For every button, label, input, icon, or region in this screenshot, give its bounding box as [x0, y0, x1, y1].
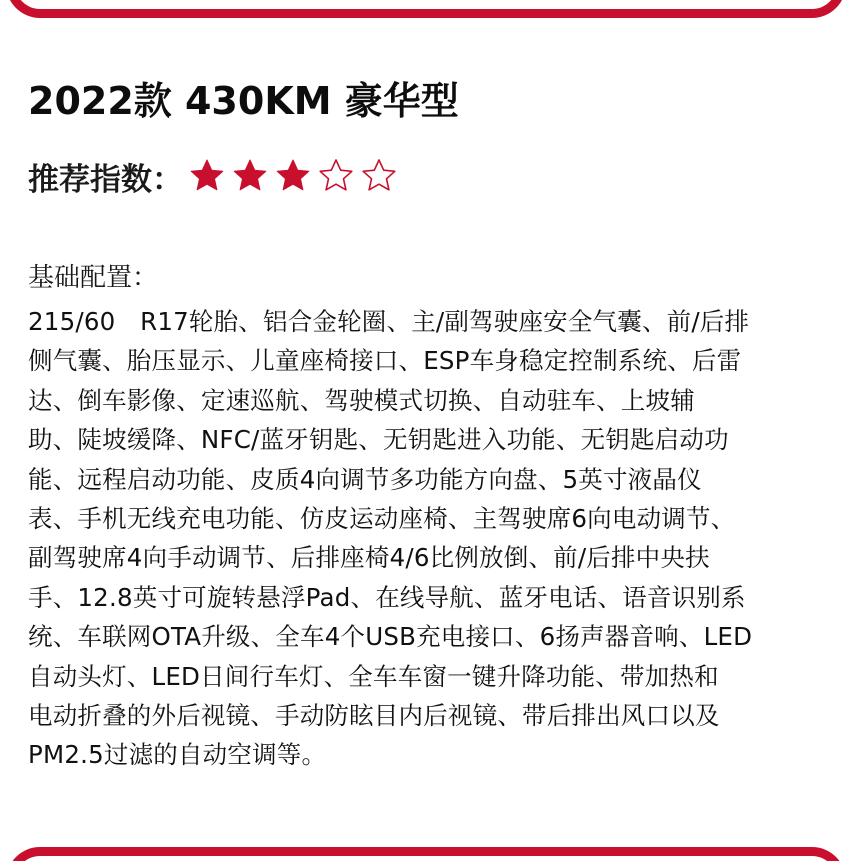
- config-line: 电动折叠的外后视镜、手动防眩目内后视镜、带后排出风口以及: [28, 700, 720, 730]
- config-line: 侧气囊、胎压显示、儿童座椅接口、ESP车身稳定控制系统、后雷: [28, 346, 742, 376]
- star-empty-icon: [361, 158, 397, 194]
- card-bottom-border: [6, 847, 846, 861]
- page-title: 2022款 430KM 豪华型: [28, 79, 459, 123]
- rating-label: 推荐指数：: [28, 161, 183, 198]
- config-heading: 基础配置：: [28, 263, 159, 293]
- config-line: 自动头灯、LED日间行车灯、全车车窗一键升降功能、带加热和: [28, 661, 719, 691]
- config-line: 副驾驶席4向手动调节、后排座椅4/6比例放倒、前/后排中央扶: [28, 543, 710, 573]
- rating-stars: [189, 158, 404, 194]
- config-line: 手、12.8英寸可旋转悬浮Pad、在线导航、蓝牙电话、语音识别系: [28, 582, 746, 612]
- star-filled-icon: [275, 158, 311, 194]
- config-line: 215/60 R17轮胎、铝合金轮圈、主/副驾驶座安全气囊、前/后排: [28, 307, 750, 336]
- card-top-border: [6, 0, 846, 18]
- config-line: 表、手机无线充电功能、仿皮运动座椅、主驾驶席6向电动调节、: [28, 503, 736, 533]
- config-description: [28, 302, 828, 775]
- star-empty-icon: [318, 158, 354, 194]
- config-line: 统、车联网OTA升级、全车4个USB充电接口、6扬声器音响、LED: [28, 622, 753, 652]
- star-filled-icon: [232, 158, 268, 194]
- config-line: 能、远程启动功能、皮质4向调节多功能方向盘、5英寸液晶仪: [28, 464, 702, 494]
- config-line: 达、倒车影像、定速巡航、驾驶模式切换、自动驻车、上坡辅: [28, 385, 695, 415]
- star-filled-icon: [189, 158, 225, 194]
- recommendation-rating: [28, 150, 404, 202]
- config-line: PM2.5过滤的自动空调等。: [28, 740, 327, 770]
- config-line: 助、陡坡缓降、NFC/蓝牙钥匙、无钥匙进入功能、无钥匙启动功: [28, 425, 729, 455]
